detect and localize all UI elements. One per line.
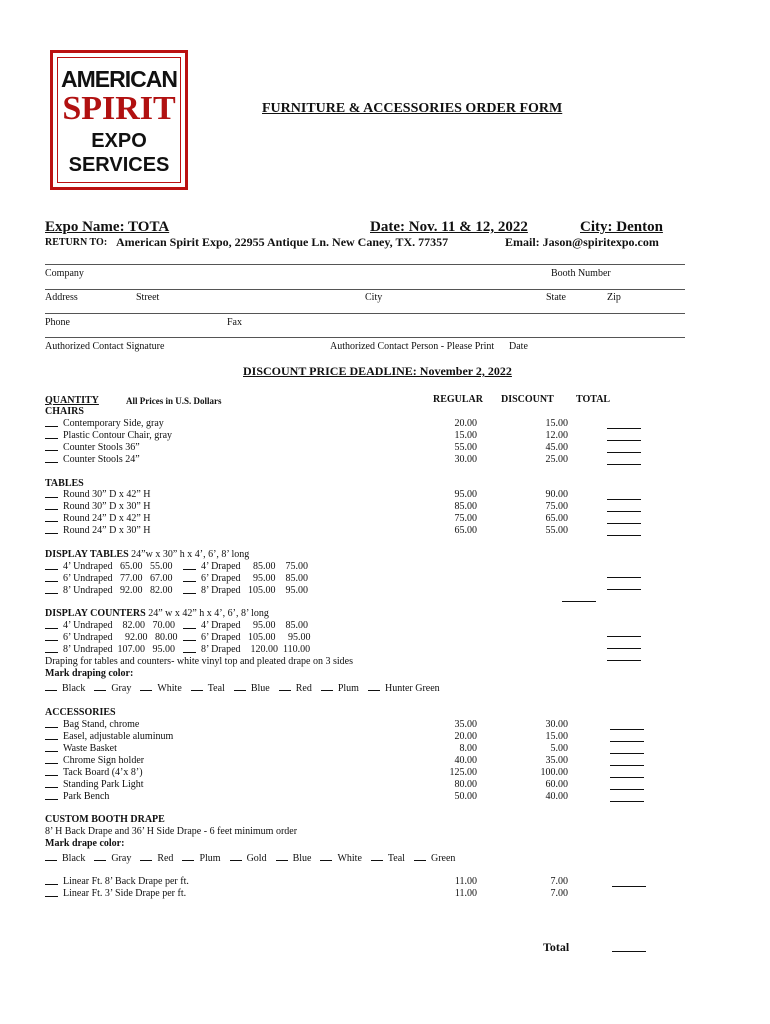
undraped-option: 6’ Undraped 77.00 67.00: [63, 573, 173, 584]
address-label: Address: [45, 292, 78, 303]
logo-line-american: AMERICAN: [61, 66, 177, 92]
state-label: State: [546, 292, 566, 303]
draped-qty-blank[interactable]: [183, 652, 196, 653]
undraped-option: 4’ Undraped 65.00 55.00: [63, 561, 173, 572]
draped-option: 4’ Draped 85.00 75.00: [201, 561, 309, 572]
form-title: FURNITURE & ACCESSORIES ORDER FORM: [262, 101, 563, 116]
address-line[interactable]: [45, 289, 685, 290]
undraped-qty-blank[interactable]: [45, 581, 58, 582]
chair-total-blank[interactable]: [607, 440, 641, 441]
drape-regular-price: 11.00: [454, 888, 477, 899]
accessory-total-blank[interactable]: [610, 801, 644, 802]
drape-color-label: Mark drape color:: [45, 838, 125, 849]
custom-drape-spec: 8’ H Back Drape and 36’ H Side Drape - 6 feet minimum order: [45, 826, 298, 837]
tables-heading: TABLES: [45, 478, 84, 489]
accessory-qty-blank[interactable]: [45, 751, 58, 752]
color-checkbox-blank[interactable]: [140, 683, 152, 691]
accessory-total-blank[interactable]: [610, 753, 644, 754]
chair-qty-blank[interactable]: [45, 438, 58, 439]
drape-discount-price: 7.00: [550, 888, 568, 899]
draped-qty-blank[interactable]: [183, 581, 196, 582]
chair-qty-blank[interactable]: [45, 450, 58, 451]
accessory-discount-price: 15.00: [545, 731, 568, 742]
draping-note: Draping for tables and counters- white vinyl top and pleated drape on 3 sides: [45, 656, 353, 667]
accessory-item-label: Bag Stand, chrome: [63, 719, 140, 730]
draped-option: 6’ Draped 105.00 95.00: [201, 632, 311, 643]
undraped-qty-blank[interactable]: [45, 593, 58, 594]
logo-line-spirit: SPIRIT: [62, 90, 176, 127]
drape-total-blank[interactable]: [612, 886, 646, 887]
draped-option: 8’ Draped 105.00 95.00: [201, 585, 309, 596]
city-label: City: [365, 292, 383, 303]
chair-qty-blank[interactable]: [45, 426, 58, 427]
color-option-blue[interactable]: [276, 853, 312, 865]
color-option-gray[interactable]: [94, 683, 131, 695]
color-option-label: Blue: [250, 683, 270, 694]
prices-note: All Prices in U.S. Dollars: [126, 396, 222, 406]
company-label: Company: [45, 268, 84, 279]
color-option-label: Black: [62, 853, 86, 864]
draped-option: 4’ Draped 95.00 85.00: [201, 620, 309, 631]
table-regular-price: 75.00: [454, 513, 477, 524]
chair-discount-price: 25.00: [545, 454, 568, 465]
accessory-qty-blank[interactable]: [45, 787, 58, 788]
draped-qty-blank[interactable]: [183, 628, 196, 629]
accessory-total-blank[interactable]: [610, 765, 644, 766]
color-option-black[interactable]: [45, 853, 85, 865]
color-option-hunter-green[interactable]: [368, 683, 440, 695]
display-tables-total-3[interactable]: [562, 601, 596, 602]
draped-qty-blank[interactable]: [183, 569, 196, 570]
draped-option: 6’ Draped 95.00 85.00: [201, 573, 309, 584]
color-option-red[interactable]: [140, 853, 173, 865]
color-option-label: Red: [157, 853, 174, 864]
undraped-option: 6’ Undraped 92.00 80.00: [63, 632, 178, 643]
accessory-qty-blank[interactable]: [45, 727, 58, 728]
color-option-label: Teal: [207, 683, 225, 694]
discount-deadline: DISCOUNT PRICE DEADLINE: November 2, 2022: [243, 364, 512, 378]
draped-qty-blank[interactable]: [183, 593, 196, 594]
color-option-label: White: [157, 683, 182, 694]
accessory-total-blank[interactable]: [610, 789, 644, 790]
color-option-teal[interactable]: [371, 853, 405, 865]
table-item-label: Round 30” D x 30” H: [63, 501, 151, 512]
display-tables-total-1[interactable]: [607, 577, 641, 578]
drape-color-options: [45, 853, 464, 865]
chair-regular-price: 30.00: [454, 454, 477, 465]
date-label: Date: [509, 341, 528, 352]
street-label: Street: [136, 292, 160, 303]
color-option-label: Plum: [337, 683, 359, 694]
undraped-qty-blank[interactable]: [45, 569, 58, 570]
color-checkbox-blank[interactable]: [414, 853, 426, 861]
color-option-plum[interactable]: [321, 683, 359, 695]
accessory-total-blank[interactable]: [610, 741, 644, 742]
color-option-plum[interactable]: [182, 853, 220, 865]
chair-discount-price: 45.00: [545, 442, 568, 453]
table-qty-blank[interactable]: [45, 533, 58, 534]
accessory-qty-blank[interactable]: [45, 775, 58, 776]
color-checkbox-blank[interactable]: [140, 853, 152, 861]
total-label: Total: [543, 940, 570, 954]
discount-header: DISCOUNT: [501, 394, 554, 405]
color-checkbox-blank[interactable]: [321, 683, 333, 691]
table-total-blank[interactable]: [607, 511, 641, 512]
return-address: American Spirit Expo, 22955 Antique Ln. New Caney, TX. 77357: [116, 235, 449, 249]
accessory-item-label: Park Bench: [63, 791, 110, 802]
color-option-white[interactable]: [140, 683, 181, 695]
chair-item-label: Plastic Contour Chair, gray: [63, 430, 173, 441]
accessory-qty-blank[interactable]: [45, 739, 58, 740]
color-option-label: Blue: [292, 853, 312, 864]
chairs-heading: CHAIRS: [45, 406, 84, 417]
drape-regular-price: 11.00: [454, 876, 477, 887]
chair-item-label: Counter Stools 36”: [63, 442, 140, 453]
logo-line-expo: EXPO: [91, 130, 147, 152]
chair-item-label: Counter Stools 24”: [63, 454, 140, 465]
color-option-label: Green: [430, 853, 456, 864]
color-option-label: Red: [295, 683, 312, 694]
color-option-label: Black: [62, 683, 86, 694]
regular-header: REGULAR: [433, 394, 484, 405]
accessory-regular-price: 40.00: [454, 755, 477, 766]
chair-total-blank[interactable]: [607, 428, 641, 429]
color-option-blue[interactable]: [234, 683, 270, 695]
total-header: TOTAL: [576, 394, 611, 405]
table-qty-blank[interactable]: [45, 521, 58, 522]
color-option-label: Gold: [246, 853, 267, 864]
expo-city: City: Denton: [580, 219, 663, 235]
accessory-regular-price: 50.00: [454, 791, 477, 802]
accessory-discount-price: 35.00: [545, 755, 568, 766]
logo-line-services: SERVICES: [68, 154, 170, 176]
color-option-label: Plum: [199, 853, 221, 864]
accessory-total-blank[interactable]: [610, 777, 644, 778]
accessory-discount-price: 40.00: [545, 791, 568, 802]
color-option-white[interactable]: [320, 853, 361, 865]
table-total-blank[interactable]: [607, 499, 641, 500]
color-option-red[interactable]: [279, 683, 312, 695]
return-to-label: RETURN TO:: [45, 237, 108, 248]
undraped-option: 8’ Undraped 92.00 82.00: [63, 585, 173, 596]
grand-total-blank[interactable]: [612, 951, 646, 952]
quantity-header: QUANTITY: [45, 395, 99, 406]
drape-item-label: Linear Ft. 8’ Back Drape per ft.: [63, 876, 189, 887]
booth-number-label: Booth Number: [551, 268, 611, 279]
table-regular-price: 65.00: [454, 525, 477, 536]
chair-item-label: Contemporary Side, gray: [63, 418, 164, 429]
color-checkbox-blank[interactable]: [94, 853, 106, 861]
chair-regular-price: 55.00: [454, 442, 477, 453]
phone-label: Phone: [45, 317, 70, 328]
undraped-qty-blank[interactable]: [45, 652, 58, 653]
accessory-qty-blank[interactable]: [45, 763, 58, 764]
color-option-label: Gray: [111, 853, 132, 864]
undraped-qty-blank[interactable]: [45, 640, 58, 641]
table-qty-blank[interactable]: [45, 509, 58, 510]
draping-color-options: [45, 683, 449, 695]
accessory-total-blank[interactable]: [610, 729, 644, 730]
chair-qty-blank[interactable]: [45, 462, 58, 463]
display-counters-total-3[interactable]: [607, 660, 641, 661]
contact-person-label: Authorized Contact Person - Please Print: [330, 341, 495, 352]
accessory-regular-price: 35.00: [454, 719, 477, 730]
table-discount-price: 65.00: [545, 513, 568, 524]
color-option-teal[interactable]: [191, 683, 225, 695]
color-option-black[interactable]: [45, 683, 85, 695]
accessory-discount-price: 30.00: [545, 719, 568, 730]
draping-color-label: Mark draping color:: [45, 668, 134, 679]
color-checkbox-blank[interactable]: [94, 683, 106, 691]
display-counters-total-2[interactable]: [607, 648, 641, 649]
american-spirit-logo: [50, 50, 188, 190]
color-checkbox-blank[interactable]: [279, 683, 291, 691]
display-tables-total-2[interactable]: [607, 589, 641, 590]
phone-line[interactable]: [45, 313, 685, 314]
table-discount-price: 55.00: [545, 525, 568, 536]
chair-regular-price: 15.00: [454, 430, 477, 441]
drape-item-label: Linear Ft. 3’ Side Drape per ft.: [63, 888, 187, 899]
zip-label: Zip: [607, 292, 621, 303]
table-total-blank[interactable]: [607, 523, 641, 524]
color-checkbox-blank[interactable]: [320, 853, 332, 861]
color-checkbox-blank[interactable]: [45, 683, 57, 691]
drape-qty-blank[interactable]: [45, 896, 58, 897]
accessory-discount-price: 60.00: [545, 779, 568, 790]
signature-line[interactable]: [45, 337, 685, 338]
color-option-green[interactable]: [414, 853, 455, 865]
chair-discount-price: 15.00: [545, 418, 568, 429]
signature-label: Authorized Contact Signature: [45, 341, 165, 352]
table-regular-price: 85.00: [454, 501, 477, 512]
accessory-qty-blank[interactable]: [45, 799, 58, 800]
color-option-gray[interactable]: [94, 853, 131, 865]
accessory-item-label: Standing Park Light: [63, 779, 144, 790]
accessory-item-label: Chrome Sign holder: [63, 755, 145, 766]
color-checkbox-blank[interactable]: [371, 853, 383, 861]
table-item-label: Round 30” D x 42” H: [63, 489, 151, 500]
table-item-label: Round 24” D x 42” H: [63, 513, 151, 524]
display-tables-heading: DISPLAY TABLES 24”w x 30” h x 4’, 6’, 8’ long: [45, 549, 250, 560]
color-option-label: Gray: [111, 683, 132, 694]
color-option-label: Teal: [387, 853, 405, 864]
accessories-heading: ACCESSORIES: [45, 707, 116, 718]
contact-email: Email: Jason@spiritexpo.com: [505, 235, 659, 249]
chair-regular-price: 20.00: [454, 418, 477, 429]
accessory-item-label: Tack Board (4’x 8’): [63, 767, 143, 778]
draped-qty-blank[interactable]: [183, 640, 196, 641]
color-checkbox-blank[interactable]: [182, 853, 194, 861]
color-checkbox-blank[interactable]: [45, 853, 57, 861]
accessory-item-label: Waste Basket: [63, 743, 117, 754]
expo-name: Expo Name: TOTA: [45, 219, 170, 235]
accessory-discount-price: 100.00: [540, 767, 568, 778]
color-checkbox-blank[interactable]: [276, 853, 288, 861]
accessory-regular-price: 8.00: [459, 743, 477, 754]
display-counters-heading: DISPLAY COUNTERS 24” w x 42” h x 4’, 6’, 8’ long: [45, 608, 269, 619]
table-discount-price: 75.00: [545, 501, 568, 512]
color-option-label: White: [337, 853, 362, 864]
accessory-item-label: Easel, adjustable aluminum: [63, 731, 174, 742]
accessory-regular-price: 125.00: [449, 767, 477, 778]
chair-total-blank[interactable]: [607, 464, 641, 465]
table-regular-price: 95.00: [454, 489, 477, 500]
table-qty-blank[interactable]: [45, 497, 58, 498]
color-checkbox-blank[interactable]: [230, 853, 242, 861]
display-counters-total-1[interactable]: [607, 636, 641, 637]
drape-discount-price: 7.00: [550, 876, 568, 887]
chair-total-blank[interactable]: [607, 452, 641, 453]
color-checkbox-blank[interactable]: [368, 683, 380, 691]
custom-drape-heading: CUSTOM BOOTH DRAPE: [45, 814, 165, 825]
undraped-option: 8’ Undraped 107.00 95.00: [63, 644, 176, 655]
color-checkbox-blank[interactable]: [234, 683, 246, 691]
fax-label: Fax: [227, 317, 242, 328]
drape-qty-blank[interactable]: [45, 884, 58, 885]
table-discount-price: 90.00: [545, 489, 568, 500]
color-option-label: Hunter Green: [384, 683, 440, 694]
table-total-blank[interactable]: [607, 535, 641, 536]
draped-option: 8’ Draped 120.00 110.00: [201, 644, 311, 655]
table-item-label: Round 24” D x 30” H: [63, 525, 151, 536]
undraped-option: 4’ Undraped 82.00 70.00: [63, 620, 176, 631]
accessory-regular-price: 20.00: [454, 731, 477, 742]
accessory-discount-price: 5.00: [550, 743, 568, 754]
company-line[interactable]: [45, 264, 685, 265]
color-option-gold[interactable]: [230, 853, 267, 865]
color-checkbox-blank[interactable]: [191, 683, 203, 691]
undraped-qty-blank[interactable]: [45, 628, 58, 629]
chair-discount-price: 12.00: [545, 430, 568, 441]
accessory-regular-price: 80.00: [454, 779, 477, 790]
expo-date: Date: Nov. 11 & 12, 2022: [370, 219, 528, 235]
